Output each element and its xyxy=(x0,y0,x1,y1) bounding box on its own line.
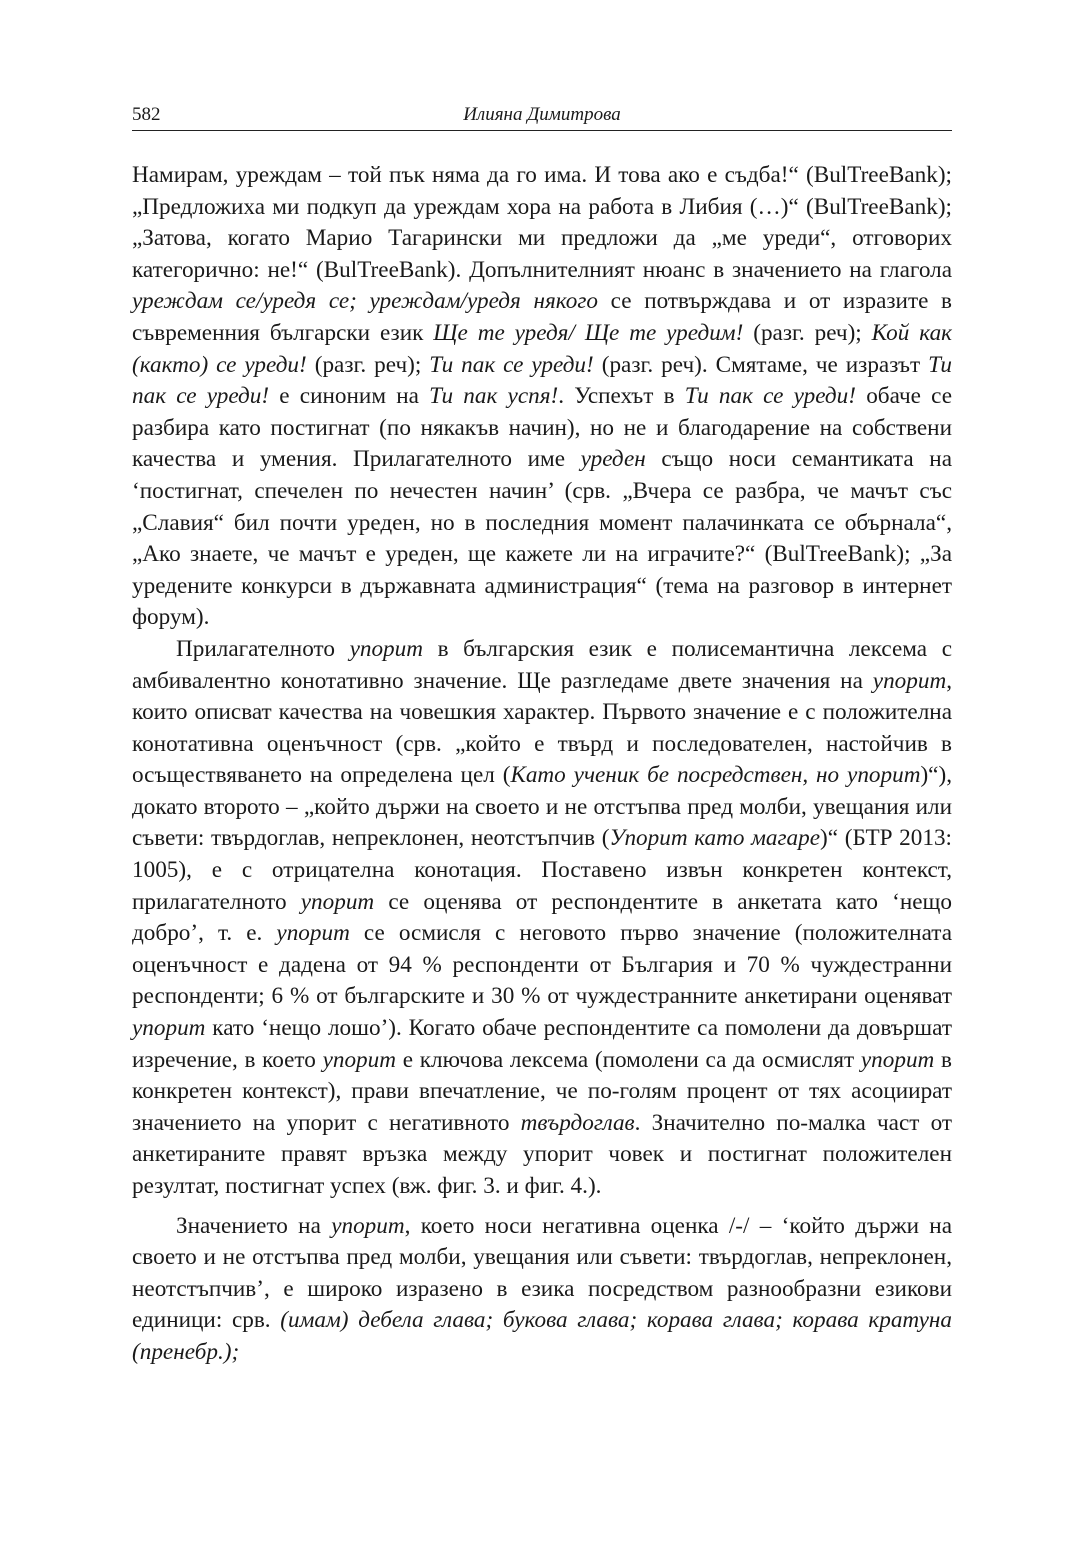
italic-term: упорит xyxy=(872,667,947,694)
text-run: (разг. реч); xyxy=(306,351,430,378)
italic-term: (имам) дебела глава; букова глава; корава глава; корава кратуна (пренебр.); xyxy=(132,1307,952,1365)
text-run: в конкретен контекст), прави впечатление, че по-голям процент от тях асоциират значението на упорит с негативното xyxy=(132,1046,952,1136)
italic-term: Кой как (както) се уреди! xyxy=(132,319,953,378)
italic-term: уреден xyxy=(580,446,646,473)
paragraph xyxy=(132,1211,952,1369)
text-run: , което носи негативна оценка /-/ – ‘който държи на своето и не отстъпва пред молби, увещания или съвети: твърдоглав, непреклонен, неотстъпчив’, е широко изразено в езика посредством разнообразни езикови единици: срв. xyxy=(132,1212,953,1334)
italic-term: Като ученик бе посредствен, но упорит xyxy=(510,762,921,789)
text-run: (разг. реч). Смятаме, че изразът xyxy=(593,351,929,378)
italic-term: упорит xyxy=(349,635,423,662)
italic-term: упорит xyxy=(860,1046,935,1073)
italic-term: Ти пак се уреди! xyxy=(132,351,953,410)
text-run: се осмисля с неговото първо значение (положителната оценъчност е дадена от 94 % респонденти от България и 70 % чуждестранни респонденти; 6 % от българските и 30 % от чуждестранните анкетирани оценяват xyxy=(132,920,952,1010)
italic-term: Ти пак се уреди! xyxy=(429,351,594,378)
italic-term: Упорит като магаре xyxy=(609,825,821,852)
text-run: . Успехът в xyxy=(558,383,685,410)
text-run: )“), докато второто – „който държи на своето и не отстъпва пред молби, увещания или съвети: твърдоглав, непреклонен, неотстъпчив ( xyxy=(132,762,952,852)
text-run: Намирам, уреждам – той пък няма да го има. И това ако е съдба!“ (BulTreeBank); „Предложиха ми подкуп да уреждам хора на работа в Либия (…)“ (BulTreeBank); „Затова, когато Марио Тагарински ми предложи да „ме уреди“, отговорих категорично: не!“ (BulTreeBank). Допълнителният нюанс в значението на глагола xyxy=(132,162,952,283)
text-run: като ‘нещо лошо’). Когато обаче респондентите са помолени да довършат изречение, в което xyxy=(132,1015,952,1073)
text-run: също носи семантиката на ‘постигнат, спечелен по нечестен начин’ (срв. „Вчера се разбра, че мачът със „Славия“ бил почти уреден, но в последния момент палачинката се обърнала“, „Ако знаете, че мачът е уреден, ще кажете ли на играчите?“ (BulTreeBank); „За уредените конкурси в държавната администрация“ (тема на разговор в интернет форум). xyxy=(132,446,952,631)
paragraph xyxy=(132,160,952,634)
body-text xyxy=(132,160,952,1369)
running-head-author: Илияна Димитрова xyxy=(463,104,621,125)
text-run: е синоним на xyxy=(269,383,430,410)
italic-term: упорит xyxy=(300,888,375,915)
page-header xyxy=(132,100,952,131)
text-run: Прилагателното xyxy=(176,635,350,662)
text-run: . Значително по-малка част от анкетираните правят връзка между упорит човек и постигнат положителен резултат, постигнат успех (вж. фиг. 3. и фиг. 4.). xyxy=(132,1109,952,1199)
text-run: се потвърждава и от изразите в съвременния български език xyxy=(132,288,953,346)
text-run: се оценява от респондентите в анкетата като ‘нещо добро’, т. е. xyxy=(132,888,952,947)
italic-term: упорит xyxy=(322,1046,396,1073)
italic-term: уреждам се/уредя се; уреждам/уредя някого xyxy=(132,288,598,315)
paragraph xyxy=(132,634,952,1203)
text-run: , които описват качества на човешкия характер. Първото значение е с положителна конотативна оценъчност (срв. „който е твърд и последователен, настойчив в осъществяването на определена цел ( xyxy=(132,667,952,789)
text-run: )“ (БТР 2013: 1005), е с отрицателна конотация. Поставено извън конкретен контекст, прилагателното xyxy=(132,825,952,915)
italic-term: упорит xyxy=(331,1212,405,1239)
italic-term: твърдоглав xyxy=(520,1109,635,1136)
italic-term: Ти пак се уреди! xyxy=(684,383,856,410)
page-number: 582 xyxy=(132,104,161,125)
text-run: обаче се разбира като постигнат (по някакъв начин), но не и благодарение на собствени качества и умения. Прилагателното име xyxy=(132,383,952,473)
text-run: Значението на xyxy=(176,1212,332,1239)
italic-term: упорит xyxy=(132,1015,206,1042)
text-run: в българския език е полисемантична лексема с амбивалентно конотативно значение. Ще разгледаме двете значения на xyxy=(132,635,952,694)
italic-term: упорит xyxy=(276,920,350,947)
italic-term: Ще те уредя/ Ще те уредим! xyxy=(433,319,744,346)
text-run: е ключова лексема (помолени са да осмислят xyxy=(395,1046,861,1073)
italic-term: Ти пак успя! xyxy=(429,383,559,410)
text-run: (разг. реч); xyxy=(743,319,872,346)
